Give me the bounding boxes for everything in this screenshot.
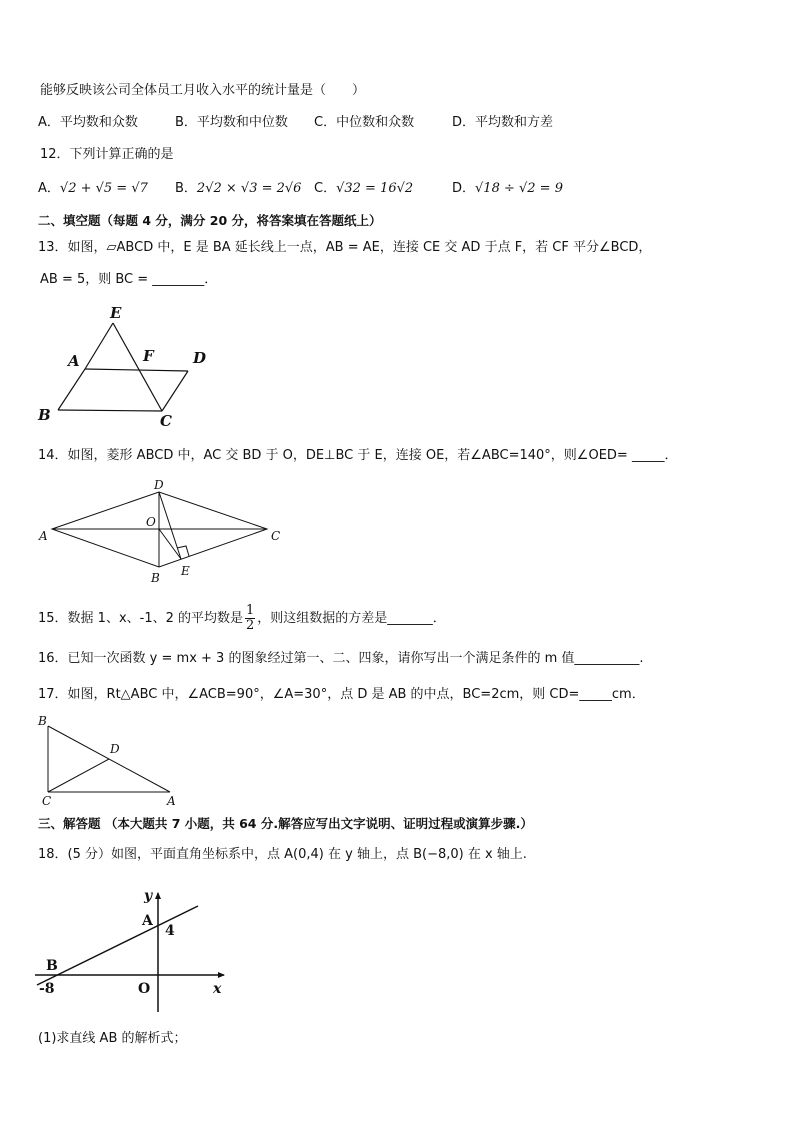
q12-option-a-expr: √2 + √5 = √7 [59, 181, 148, 196]
q13-label-f: F [143, 347, 154, 365]
q18-label-a: A [142, 913, 153, 929]
q14-text: 14．如图，菱形 ABCD 中，AC 交 BD 于 O，DE⊥BC 于 E，连接 OE，若∠ABC=140°，则∠OED= _____． [38, 448, 678, 463]
q13-label-b: B [38, 406, 51, 424]
q15-fraction-denominator: 2 [246, 618, 255, 633]
q15-after: ，则这组数据的方差是_______． [257, 611, 446, 626]
q18-label-y: y [144, 888, 153, 904]
q18-sub1: (1)求直线 AB 的解析式； [38, 1031, 187, 1046]
q18-label-neg8: -8 [39, 981, 55, 997]
q17-label-b: B [38, 714, 47, 728]
q12-option-b-expr: 2√2 × √3 = 2√6 [196, 181, 302, 196]
q12-option-d-expr: √18 ÷ √2 = 9 [475, 181, 563, 196]
q14-label-o: O [146, 515, 156, 529]
q15-before: 15．数据 1、x、-1、2 的平均数是 [38, 611, 244, 626]
q14-label-e: E [181, 564, 190, 578]
section3-title: 三、解答题 （本大题共 7 小题，共 64 分.解答应写出文字说明、证明过程或演算步骤.） [38, 816, 533, 831]
q18-label-b: B [46, 958, 58, 974]
q11-option-d[interactable]: D．平均数和方差 [452, 115, 554, 130]
q17-text: 17．如图，Rt△ABC 中，∠ACB=90°，∠A=30°，点 D 是 AB 的中点，BC=2cm，则 CD=_____cm． [38, 687, 645, 702]
q14-label-c: C [271, 529, 281, 543]
q14-label-d: D [154, 478, 164, 492]
q12-option-a-label: A． [38, 181, 60, 196]
section2-title: 二、填空题（每题 4 分，满分 20 分，将答案填在答题纸上） [38, 213, 382, 228]
q15-fraction-numerator: 1 [246, 603, 255, 618]
q12-option-c-expr: √32 = 16√2 [336, 181, 414, 196]
q11-stem-tail: 能够反映该公司全体员工月收入水平的统计量是（ ） [40, 83, 366, 98]
q13-label-c: C [160, 412, 172, 430]
q18-label-4: 4 [165, 923, 175, 939]
q16-text: 16．已知一次函数 y = mx + 3 的图象经过第一、二、四象，请你写出一个满足条件的 m 值__________. [38, 651, 644, 666]
q13-label-e: E [110, 304, 122, 322]
q12-option-d-label: D． [452, 181, 476, 196]
q11-option-a[interactable]: A．平均数和众数 [38, 115, 138, 130]
q12-option-c-label: C． [314, 181, 337, 196]
q11-option-c[interactable]: C．中位数和众数 [314, 115, 415, 130]
q12-option-b-label: B． [175, 181, 197, 196]
q14-label-b: B [151, 571, 160, 585]
q13-label-d: D [193, 349, 207, 367]
q11-option-b[interactable]: B．平均数和中位数 [175, 115, 288, 130]
q17-label-d: D [110, 742, 120, 756]
q17-label-a: A [167, 794, 176, 808]
q18-label-o: O [138, 981, 151, 997]
q13-line1: 13．如图，▱ABCD 中，E 是 BA 延长线上一点，AB = AE，连接 CE 交 AD 于点 F，若 CF 平分∠BCD， [38, 240, 652, 255]
q18-text: 18．(5 分）如图，平面直角坐标系中，点 A(0,4) 在 y 轴上，点 B(−8,0) 在 x 轴上. [38, 847, 527, 862]
q13-line2: AB = 5，则 BC = ________． [40, 272, 218, 287]
q12-stem: 12．下列计算正确的是 [40, 147, 174, 162]
q14-label-a: A [39, 529, 48, 543]
q18-line-ab [37, 906, 198, 985]
q18-label-x: x [213, 981, 222, 997]
q17-label-c: C [42, 794, 52, 808]
q13-label-a: A [68, 352, 80, 370]
